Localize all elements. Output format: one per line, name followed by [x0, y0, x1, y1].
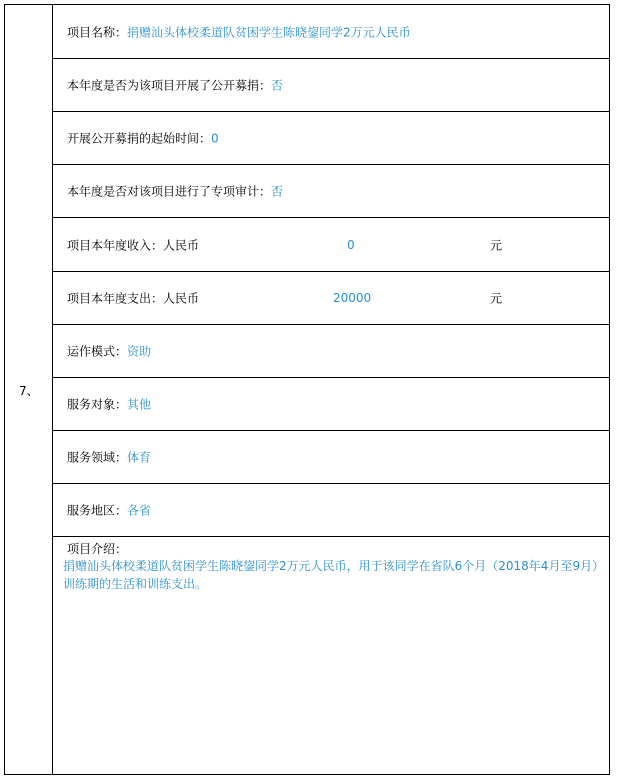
service-region-value: 各省 [127, 503, 152, 518]
special-audit-value: 否 [271, 184, 284, 199]
row-income [53, 218, 609, 272]
project-name-value: 捐赠汕头体校柔道队贫困学生陈晓鋆同学2万元人民币 [127, 25, 411, 39]
content-column [53, 5, 609, 774]
operation-mode-value: 资助 [127, 344, 152, 359]
service-field-value: 体育 [127, 450, 152, 465]
project-name-label: 项目名称： [67, 25, 128, 39]
operation-mode-label: 运作模式： [67, 344, 128, 359]
fundraising-start-label: 开展公开募捐的起始时间： [67, 131, 212, 146]
income-label: 项目本年度收入：人民币 [67, 238, 200, 252]
expense-value: 20000 [333, 291, 372, 305]
service-target-label: 服务对象： [67, 397, 128, 412]
project-table [4, 4, 610, 775]
service-region-label: 服务地区： [67, 503, 128, 518]
public-fundraising-value: 否 [271, 78, 284, 93]
row-service-field [53, 431, 609, 484]
public-fundraising-label: 本年度是否为该项目开展了公开募捐： [67, 78, 272, 93]
row-project-name [53, 5, 609, 59]
row-fundraising-start [53, 112, 609, 165]
row-service-target [53, 378, 609, 431]
expense-unit: 元 [490, 291, 503, 306]
row-special-audit [53, 165, 609, 218]
row-expense [53, 272, 609, 325]
project-intro-text: 捐赠汕头体校柔道队贫困学生陈晓鋆同学2万元人民币，用于该同学在省队6个月（2018年4月至9月）训练期的生活和训练支出。 [63, 559, 605, 591]
row-public-fundraising [53, 59, 609, 112]
project-intro [53, 537, 609, 774]
project-intro-label: 项目介绍： [67, 542, 128, 556]
fundraising-start-value: 0 [211, 131, 219, 146]
index-column [5, 5, 53, 774]
expense-label: 项目本年度支出：人民币 [67, 291, 200, 306]
income-value: 0 [347, 237, 355, 252]
special-audit-label: 本年度是否对该项目进行了专项审计： [67, 184, 272, 199]
income-unit: 元 [490, 238, 503, 252]
row-index: 7、 [19, 384, 39, 398]
service-target-value: 其他 [127, 397, 152, 412]
row-service-region [53, 484, 609, 537]
service-field-label: 服务领域： [67, 450, 128, 465]
row-operation-mode [53, 325, 609, 378]
